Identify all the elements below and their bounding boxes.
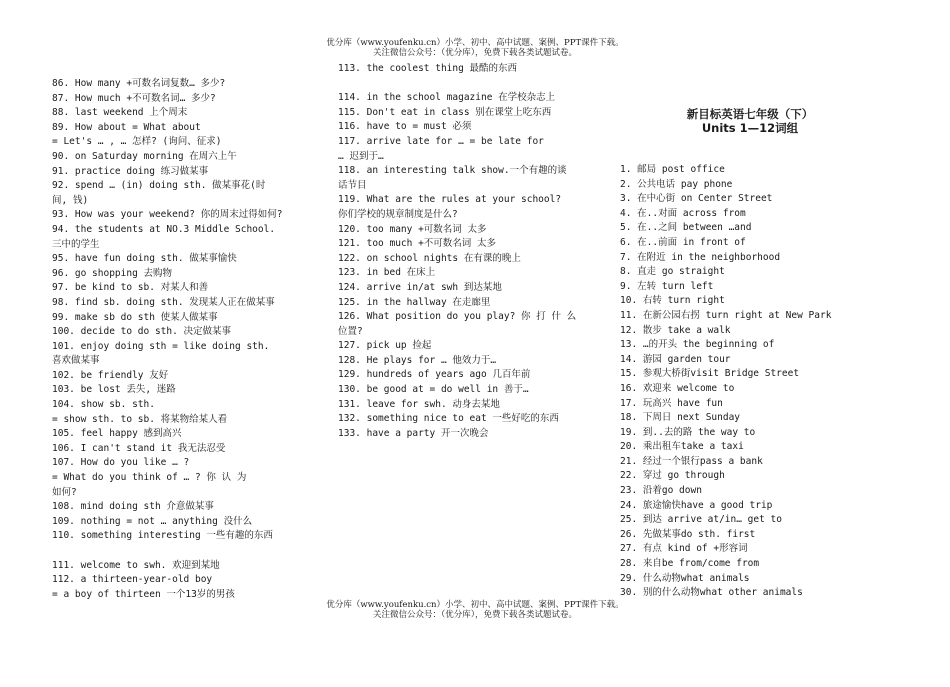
phrase-line: 89. How about = What about xyxy=(52,121,201,133)
phrase-line: 14. 游园 garden tour xyxy=(620,353,731,365)
phrase-line: 11. 在新公园右拐 turn right at New Park xyxy=(620,309,832,321)
phrase-line: 97. be kind to sb. 对某人和善 xyxy=(52,282,209,294)
phrase-line: 15. 参观大桥街visit Bridge Street xyxy=(620,368,800,380)
phrase-line: 115. Don't eat in class 别在课堂上吃东西 xyxy=(338,106,552,118)
phrase-line: 122. on school nights 在有课的晚上 xyxy=(338,252,521,264)
phrase-line: 23. 沿着go down xyxy=(620,485,702,497)
phrase-line: 116. have to = must 必须 xyxy=(338,121,472,133)
phrase-line: 1. 邮局 post office xyxy=(620,164,725,175)
phrase-column-middle xyxy=(338,62,603,441)
phrase-line: 喜欢做某事 xyxy=(52,355,100,367)
phrase-line: 2. 公共电话 pay phone xyxy=(620,178,733,190)
phrase-line: 16. 欢迎来 welcome to xyxy=(620,382,735,394)
phrase-line: 102. be friendly 友好 xyxy=(52,369,169,381)
phrase-line: 114. in the school magazine 在学校杂志上 xyxy=(338,92,556,104)
phrase-line: 12. 散步 take a walk xyxy=(620,324,731,336)
phrase-line: 27. 有点 kind of +形容词 xyxy=(620,543,748,555)
phrase-line: 112. a thirteen-year-old boy xyxy=(52,574,213,586)
phrase-line: 88. last weekend 上个周末 xyxy=(52,107,188,119)
phrase-line: 91. practice doing 练习做某事 xyxy=(52,165,209,177)
phrase-line: = a boy of thirteen 一个13岁的男孩 xyxy=(52,588,235,600)
phrase-line: = show sth. to sb. 将某物给某人看 xyxy=(52,413,228,425)
phrase-line: 132. something nice to eat 一些好吃的东西 xyxy=(338,413,559,425)
phrase-line: 118. an interesting talk show.一个有趣的谈 xyxy=(338,165,567,177)
phrase-line: = What do you think of … ? 你 认 为 xyxy=(52,472,247,484)
phrase-line: 133. have a party 开一次晚会 xyxy=(338,427,489,439)
phrase-line: 8. 直走 go straight xyxy=(620,266,725,278)
phrase-line: 86. How many +可数名词复数… 多少? xyxy=(52,78,226,89)
phrase-line: 119. What are the rules at your school? xyxy=(338,194,562,206)
phrase-line: 28. 来自be from/come from xyxy=(620,558,760,570)
phrase-line: 20. 乘出租车take a taxi xyxy=(620,441,744,453)
phrase-line: 120. too many +可数名词 太多 xyxy=(338,223,487,235)
phrase-line: 13. …的开头 the beginning of xyxy=(620,339,775,351)
phrase-line: 100. decide to do sth. 决定做某事 xyxy=(52,326,232,338)
phrase-line: 98. find sb. doing sth. 发现某人正在做某事 xyxy=(52,296,275,308)
phrase-line: 96. go shopping 去购物 xyxy=(52,267,173,279)
phrase-line: 92. spend … (in) doing sth. 做某事花(时 xyxy=(52,180,266,192)
footer-line-1: 优分库（www.youfenku.cn）小学、初中、高中试题、案例、PPT课件下载。 xyxy=(326,600,624,610)
phrase-line: 30. 别的什么动物what other animals xyxy=(620,587,803,599)
phrase-line: 101. enjoy doing sth = like doing sth. xyxy=(52,340,270,352)
phrase-line: 话节目 xyxy=(338,179,367,191)
phrase-line: 123. in bed 在床上 xyxy=(338,267,436,279)
phrase-line: 108. mind doing sth 介意做某事 xyxy=(52,501,214,513)
phrase-line: 109. nothing = not … anything 没什么 xyxy=(52,515,253,527)
phrase-line: 三中的学生 xyxy=(52,238,100,250)
phrase-line: 105. feel happy 感到高兴 xyxy=(52,428,182,440)
phrase-line: 4. 在..对面 across from xyxy=(620,207,746,219)
phrase-line: 107. How do you like … ? xyxy=(52,457,190,469)
phrase-line: … 迟到于… xyxy=(338,150,384,162)
phrase-line: 18. 下周日 next Sunday xyxy=(620,412,741,424)
phrase-line: 你们学校的规章制度是什么? xyxy=(338,208,458,220)
phrase-line: 如何? xyxy=(52,486,77,498)
phrase-line: 113. the coolest thing 最酷的东西 xyxy=(338,63,518,74)
phrase-line: 25. 到达 arrive at/in… get to xyxy=(620,514,782,526)
phrase-line: 106. I can't stand it 我无法忍受 xyxy=(52,442,226,454)
phrase-line: 131. leave for swh. 动身去某地 xyxy=(338,398,500,410)
phrase-line: 94. the students at NO.3 Middle School. xyxy=(52,223,276,235)
phrase-line: 17. 玩高兴 have fun xyxy=(620,397,723,409)
phrase-line xyxy=(338,77,603,92)
phrase-line: 87. How much +不可数名词… 多少? xyxy=(52,92,216,104)
phrase-line: 110. something interesting 一些有趣的东西 xyxy=(52,530,273,542)
phrase-line: 104. show sb. sth. xyxy=(52,399,155,411)
phrase-line: 117. arrive late for … = be late for xyxy=(338,135,544,147)
phrase-line: 24. 旅途愉快have a good trip xyxy=(620,499,773,511)
phrase-line: 90. on Saturday morning 在周六上午 xyxy=(52,150,237,162)
page-header xyxy=(0,38,950,58)
phrase-line: 间, 钱) xyxy=(52,194,89,206)
phrase-line xyxy=(52,544,322,559)
phrase-line: 125. in the hallway 在走廊里 xyxy=(338,296,491,308)
phrase-line: 21. 经过一个银行pass a bank xyxy=(620,455,763,467)
phrase-column-left xyxy=(52,77,322,602)
phrase-line: 111. welcome to swh. 欢迎到某地 xyxy=(52,559,220,571)
phrase-line: 22. 穿过 go through xyxy=(620,470,725,482)
phrase-column-right xyxy=(620,163,860,601)
phrase-line: 124. arrive in/at swh 到达某地 xyxy=(338,281,502,293)
phrase-line: 7. 在附近 in the neighborhood xyxy=(620,251,781,263)
phrase-line: 26. 先做某事do sth. first xyxy=(620,528,756,540)
phrase-line: 103. be lost 丢失, 迷路 xyxy=(52,384,176,396)
phrase-line: 93. How was your weekend? 你的周末过得如何? xyxy=(52,209,283,221)
page-footer xyxy=(0,600,950,620)
phrase-line: 99. make sb do sth 使某人做某事 xyxy=(52,311,218,323)
phrase-line: 10. 右转 turn right xyxy=(620,295,725,307)
phrase-line: 95. have fun doing sth. 做某事愉快 xyxy=(52,253,237,265)
phrase-line: 5. 在..之间 between …and xyxy=(620,222,752,234)
header-line-2: 关注微信公众号：（优分库），免费下载各类试题试卷。 xyxy=(372,48,577,58)
document-title: 新目标英语七年级（下） xyxy=(686,107,814,121)
phrase-line: 19. 到..去的路 the way to xyxy=(620,426,756,438)
header-line-1: 优分库（www.youfenku.cn）小学、初中、高中试题、案例、PPT课件下载。 xyxy=(326,38,624,48)
phrase-line: 3. 在中心街 on Center Street xyxy=(620,193,773,205)
phrase-line: 29. 什么动物what animals xyxy=(620,572,750,584)
phrase-line: 129. hundreds of years ago 几百年前 xyxy=(338,369,531,381)
phrase-line: 位置? xyxy=(338,325,363,337)
document-subtitle: Units 1—12词组 xyxy=(701,121,799,135)
phrase-line: = Let's … , … 怎样? (询问、征求) xyxy=(52,136,222,148)
phrase-line: 127. pick up 捡起 xyxy=(338,340,432,352)
footer-line-2: 关注微信公众号：（优分库），免费下载各类试题试卷。 xyxy=(372,610,577,620)
phrase-line: 6. 在..前面 in front of xyxy=(620,236,746,248)
phrase-line: 126. What position do you play? 你 打 什 么 xyxy=(338,311,577,323)
phrase-line: 128. He plays for … 他效力于… xyxy=(338,354,497,366)
phrase-line: 9. 左转 turn left xyxy=(620,280,714,292)
phrase-line: 121. too much +不可数名词 太多 xyxy=(338,238,497,250)
phrase-line: 130. be good at = do well in 善于… xyxy=(338,384,529,396)
